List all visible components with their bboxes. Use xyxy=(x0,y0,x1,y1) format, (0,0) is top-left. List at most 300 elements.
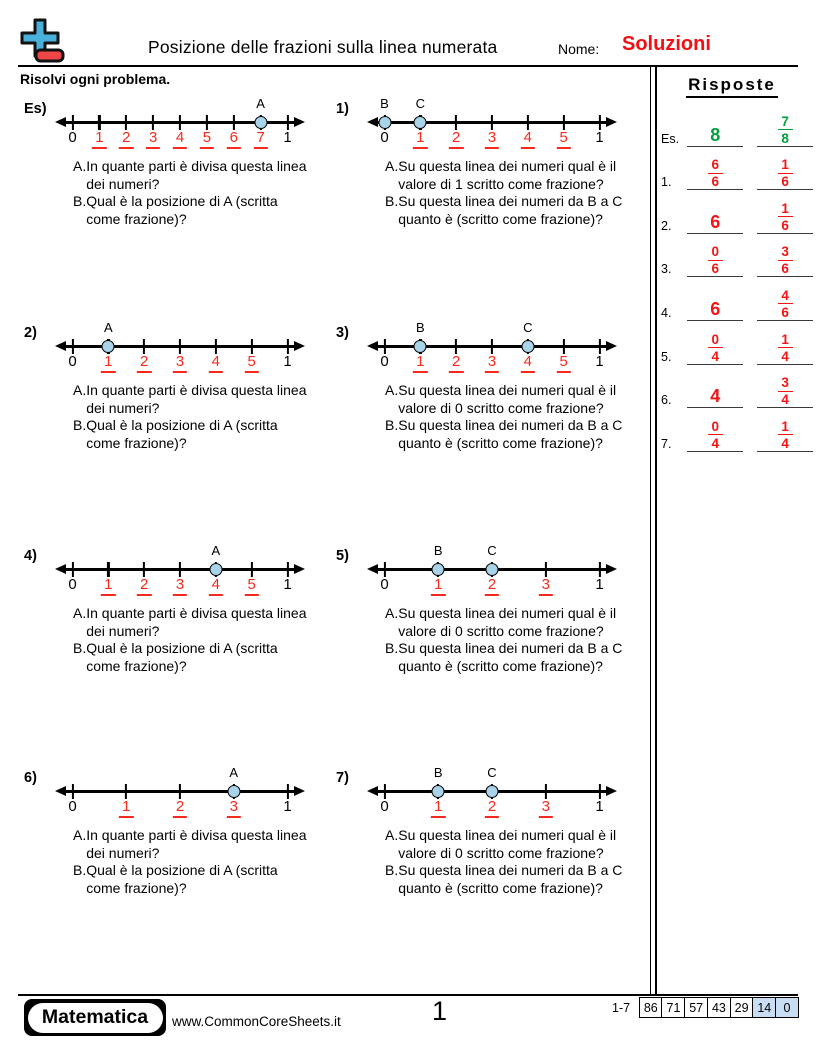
tick-mark xyxy=(383,339,385,355)
question-line: Su questa linea dei numeri qual è il xyxy=(398,605,617,621)
tick-label: 3 xyxy=(485,130,499,149)
tick-mark xyxy=(563,339,565,355)
answer-row xyxy=(661,234,813,278)
answer-blank xyxy=(687,158,743,190)
fraction-bar xyxy=(778,129,793,130)
tick-mark xyxy=(455,339,457,355)
question xyxy=(385,158,647,193)
answer-value: 4 xyxy=(710,386,721,407)
point-marker xyxy=(486,563,499,576)
question-text xyxy=(86,193,277,228)
tick-label: 1 xyxy=(595,798,604,815)
answer-fraction xyxy=(778,202,793,232)
problems-grid xyxy=(24,95,650,990)
tick-label: 4 xyxy=(521,354,535,373)
tick-label: 3 xyxy=(173,577,187,596)
answer-blank xyxy=(687,245,743,277)
score-cell: 57 xyxy=(684,997,708,1018)
answer-number-label: 7. xyxy=(661,436,672,451)
point-label: A xyxy=(103,320,113,335)
problem-questions xyxy=(73,382,335,452)
number-line xyxy=(367,319,617,377)
answers-panel xyxy=(650,67,813,994)
number-line xyxy=(55,764,305,822)
answer-fraction xyxy=(708,420,723,450)
name-label: Nome: xyxy=(558,41,600,57)
answer-blank xyxy=(687,213,743,234)
fraction-denominator: 6 xyxy=(781,174,789,190)
fraction-denominator: 6 xyxy=(781,304,789,320)
problem-questions xyxy=(385,827,647,897)
tick-mark xyxy=(563,115,565,131)
tick-mark xyxy=(251,339,253,355)
problem-block xyxy=(336,95,650,319)
problem-questions xyxy=(73,827,335,897)
question-line: valore di 0 scritto come frazione? xyxy=(398,844,604,861)
question xyxy=(385,862,647,897)
fraction-denominator: 4 xyxy=(711,435,720,451)
tick-mark xyxy=(491,115,493,131)
question xyxy=(385,417,647,452)
question xyxy=(385,193,647,228)
question-line: valore di 1 scritto come frazione? xyxy=(398,175,604,192)
point-marker xyxy=(378,116,391,129)
tick-mark xyxy=(383,784,385,800)
question-text xyxy=(398,417,622,452)
answer-fraction xyxy=(778,333,793,363)
point-marker xyxy=(102,340,115,353)
brand-name: Matematica xyxy=(28,1003,163,1033)
tick-label: 0 xyxy=(380,353,389,370)
question-letter: A. xyxy=(385,382,399,398)
fraction-numerator: 1 xyxy=(781,157,789,173)
answer-value: 6 xyxy=(710,298,721,319)
question-line: dei numeri? xyxy=(86,175,160,192)
question-line: Qual è la posizione di A (scritta xyxy=(86,193,278,210)
tick-label: 2 xyxy=(173,799,187,818)
problem-block xyxy=(336,764,650,990)
plus-minus-logo-icon xyxy=(16,16,66,66)
question-letter: B. xyxy=(73,640,87,657)
problem-number-label: 3) xyxy=(336,325,349,341)
fraction-numerator: 0 xyxy=(711,418,720,434)
tick-label: 1 xyxy=(413,130,427,149)
fraction-denominator: 4 xyxy=(781,348,789,364)
tick-label: 1 xyxy=(283,576,292,593)
tick-mark xyxy=(143,562,145,578)
tick-label: 0 xyxy=(68,798,77,815)
tick-label: 1 xyxy=(413,354,427,373)
tick-label: 4 xyxy=(521,130,535,149)
tick-mark xyxy=(152,115,154,131)
question-line: quanto è (scritto come frazione)? xyxy=(398,210,603,227)
point-label: C xyxy=(415,96,426,111)
tick-label: 3 xyxy=(173,354,187,373)
question-text xyxy=(86,827,306,862)
question-line: come frazione)? xyxy=(86,657,187,674)
fraction-denominator: 6 xyxy=(711,174,720,190)
problem-number-label: 6) xyxy=(24,770,37,786)
problem-questions xyxy=(73,158,335,228)
tick-mark xyxy=(179,115,181,131)
question-letter: B. xyxy=(385,862,399,879)
question-letter: A. xyxy=(73,158,87,174)
point-label: A xyxy=(256,96,265,111)
tick-label: 6 xyxy=(227,130,241,149)
answer-blank xyxy=(757,202,813,234)
tick-mark xyxy=(527,115,529,131)
tick-mark xyxy=(545,562,547,578)
fraction-numerator: 1 xyxy=(781,200,789,216)
fraction-numerator: 0 xyxy=(711,331,720,347)
point-label: A xyxy=(211,543,221,558)
problem-number-label: 2) xyxy=(24,325,37,341)
number-line xyxy=(367,95,617,153)
problem-block xyxy=(24,95,336,319)
footer-divider xyxy=(18,994,798,996)
tick-mark xyxy=(455,115,457,131)
problem-number-label: 5) xyxy=(336,548,349,564)
tick-label: 0 xyxy=(68,129,77,146)
question xyxy=(385,605,647,640)
problem-number-label: 4) xyxy=(24,548,37,564)
fraction-denominator: 4 xyxy=(781,435,789,451)
fraction-bar xyxy=(778,347,793,348)
number-line xyxy=(55,319,305,377)
fraction-numerator: 6 xyxy=(711,157,720,173)
fraction-numerator: 3 xyxy=(781,244,789,260)
answer-number-label: Es. xyxy=(661,131,680,146)
point-marker xyxy=(432,785,445,798)
question-line: Qual è la posizione di A (scritta xyxy=(86,862,278,879)
question-line: come frazione)? xyxy=(86,434,187,451)
tick-label: 1 xyxy=(283,798,292,815)
answer-row xyxy=(661,321,813,365)
number-line xyxy=(55,542,305,600)
score-cell: 86 xyxy=(639,997,663,1018)
tick-label: 1 xyxy=(92,130,106,149)
tick-mark xyxy=(71,562,73,578)
question-letter: A. xyxy=(385,827,399,843)
answers-heading: Risposte xyxy=(686,75,778,98)
question xyxy=(73,605,335,640)
fraction-numerator: 4 xyxy=(781,287,789,303)
question-text xyxy=(398,605,616,640)
arrow-right-icon xyxy=(294,341,305,351)
question-letter: A. xyxy=(385,158,399,174)
question-letter: A. xyxy=(73,382,87,398)
answer-number-label: 3. xyxy=(661,262,672,277)
panel-double-rule xyxy=(655,67,657,994)
question-letter: B. xyxy=(73,862,87,879)
tick-label: 1 xyxy=(101,354,115,373)
problem-questions xyxy=(73,605,335,675)
answer-fraction xyxy=(778,115,793,145)
answer-fraction xyxy=(708,158,723,188)
tick-label: 3 xyxy=(146,130,160,149)
tick-label: 3 xyxy=(227,799,241,818)
score-cell: 14 xyxy=(752,997,776,1018)
score-range-label: 1-7 xyxy=(612,1000,631,1015)
answer-blank xyxy=(757,333,813,365)
question-letter: B. xyxy=(73,193,87,210)
question-line: Su questa linea dei numeri qual è il xyxy=(398,158,617,174)
answer-fraction xyxy=(778,420,793,450)
fraction-denominator: 4 xyxy=(781,392,789,408)
tick-mark xyxy=(286,115,288,131)
question xyxy=(73,827,335,862)
tick-label: 5 xyxy=(244,577,258,596)
question-line: Su questa linea dei numeri da B a C xyxy=(398,193,623,210)
answer-number-label: 4. xyxy=(661,305,672,320)
point-label: C xyxy=(487,543,497,558)
question-text xyxy=(86,417,277,452)
question xyxy=(73,640,335,675)
question-line: Qual è la posizione di A (scritta xyxy=(86,640,278,657)
tick-label: 5 xyxy=(556,130,570,149)
tick-mark xyxy=(215,339,217,355)
fraction-numerator: 1 xyxy=(781,418,789,434)
tick-label: 1 xyxy=(119,799,133,818)
answer-fraction xyxy=(778,289,793,319)
point-label: B xyxy=(433,543,443,558)
tick-mark xyxy=(598,339,600,355)
tick-label: 2 xyxy=(449,130,463,149)
fraction-denominator: 6 xyxy=(781,261,789,277)
question xyxy=(73,417,335,452)
fraction-denominator: 4 xyxy=(711,348,720,364)
tick-label: 4 xyxy=(173,130,187,149)
question-line: dei numeri? xyxy=(86,844,160,861)
tick-mark xyxy=(206,115,208,131)
instruction-text: Risolvi ogni problema. xyxy=(20,71,171,87)
tick-label: 5 xyxy=(556,354,570,373)
question-text xyxy=(86,605,306,640)
tick-mark xyxy=(71,339,73,355)
tick-mark xyxy=(598,562,600,578)
score-cell: 43 xyxy=(707,997,731,1018)
answer-number-label: 6. xyxy=(661,393,672,408)
question-letter: B. xyxy=(385,417,399,434)
tick-mark xyxy=(179,339,181,355)
question-letter: A. xyxy=(73,827,87,843)
question-line: In quante parti è divisa questa linea xyxy=(86,605,307,621)
tick-label: 7 xyxy=(253,130,267,149)
question-text xyxy=(86,640,277,675)
answer-fraction xyxy=(708,333,723,363)
point-label: A xyxy=(229,765,239,780)
question-line: valore di 0 scritto come frazione? xyxy=(398,399,604,416)
point-label: B xyxy=(433,765,443,780)
tick-mark xyxy=(143,339,145,355)
answers-list xyxy=(661,103,813,452)
answer-fraction xyxy=(778,376,793,406)
question-text xyxy=(86,382,306,417)
tick-label: 1 xyxy=(101,577,115,596)
arrow-right-icon xyxy=(606,341,617,351)
page-number: 1 xyxy=(432,996,448,1026)
question-line: Su questa linea dei numeri qual è il xyxy=(398,827,617,843)
tick-label: 2 xyxy=(137,577,151,596)
tick-label: 1 xyxy=(431,799,445,818)
point-label: C xyxy=(487,765,497,780)
answer-value: 6 xyxy=(710,211,721,232)
question-text xyxy=(398,382,616,417)
answer-row xyxy=(661,190,813,234)
question-line: come frazione)? xyxy=(86,210,187,227)
name-value-solutions: Soluzioni xyxy=(622,33,711,55)
tick-mark xyxy=(286,562,288,578)
question-line: In quante parti è divisa questa linea xyxy=(86,382,307,398)
answer-blank xyxy=(757,420,813,452)
question xyxy=(73,862,335,897)
number-line xyxy=(367,764,617,822)
arrow-right-icon xyxy=(606,564,617,574)
question-line: Su questa linea dei numeri da B a C xyxy=(398,640,623,657)
tick-label: 0 xyxy=(380,576,389,593)
answer-row xyxy=(661,408,813,452)
problem-number-label: Es) xyxy=(24,101,47,117)
tick-label: 0 xyxy=(380,798,389,815)
point-marker xyxy=(414,340,427,353)
score-cell: 0 xyxy=(775,997,799,1018)
problem-block xyxy=(336,542,650,764)
fraction-numerator: 0 xyxy=(711,244,720,260)
score-cell: 71 xyxy=(661,997,685,1018)
tick-mark xyxy=(179,562,181,578)
answer-fraction xyxy=(778,245,793,275)
point-marker xyxy=(414,116,427,129)
question-line: Su questa linea dei numeri da B a C xyxy=(398,417,623,434)
fraction-numerator: 7 xyxy=(781,113,789,129)
tick-label: 3 xyxy=(539,577,553,596)
question-text xyxy=(398,862,622,897)
point-marker xyxy=(209,563,222,576)
tick-label: 1 xyxy=(431,577,445,596)
question xyxy=(385,382,647,417)
problem-block xyxy=(24,764,336,990)
tick-mark xyxy=(598,784,600,800)
question-text xyxy=(398,640,622,675)
page-title: Posizione delle frazioni sulla linea numerata xyxy=(148,37,498,57)
answer-number-label: 5. xyxy=(661,349,672,364)
tick-mark xyxy=(71,115,73,131)
answer-blank xyxy=(757,158,813,190)
question-text xyxy=(398,193,622,228)
point-label: C xyxy=(523,320,533,335)
tick-mark xyxy=(545,784,547,800)
fraction-numerator: 1 xyxy=(781,331,789,347)
point-marker xyxy=(432,563,445,576)
score-bar xyxy=(612,997,799,1018)
answer-row xyxy=(661,277,813,321)
question-letter: A. xyxy=(73,605,87,621)
answer-blank xyxy=(757,376,813,408)
arrow-right-icon xyxy=(294,564,305,574)
tick-mark xyxy=(125,115,127,131)
fraction-bar xyxy=(708,347,723,348)
problem-questions xyxy=(385,605,647,675)
problem-questions xyxy=(385,382,647,452)
tick-label: 2 xyxy=(137,354,151,373)
tick-mark xyxy=(107,562,109,578)
answer-value: 8 xyxy=(710,124,721,145)
arrow-right-icon xyxy=(294,786,305,796)
fraction-numerator: 3 xyxy=(781,375,789,391)
tick-label: 5 xyxy=(244,354,258,373)
number-line xyxy=(55,95,305,153)
point-label: B xyxy=(380,96,389,111)
question-line: dei numeri? xyxy=(86,622,160,639)
tick-mark xyxy=(286,339,288,355)
answer-fraction xyxy=(708,245,723,275)
footer-url: www.CommonCoreSheets.it xyxy=(172,1014,341,1029)
point-label: B xyxy=(415,320,425,335)
fraction-denominator: 8 xyxy=(781,130,789,146)
point-marker xyxy=(227,785,240,798)
answer-blank xyxy=(687,300,743,321)
answer-row xyxy=(661,147,813,191)
answer-blank xyxy=(687,126,743,147)
point-marker xyxy=(486,785,499,798)
answer-blank xyxy=(757,245,813,277)
answer-fraction xyxy=(778,158,793,188)
tick-label: 0 xyxy=(380,129,389,146)
question xyxy=(385,827,647,862)
score-cells xyxy=(640,997,799,1018)
tick-label: 1 xyxy=(283,353,292,370)
problem-number-label: 7) xyxy=(336,770,349,786)
answer-row xyxy=(661,103,813,147)
answer-blank xyxy=(687,333,743,365)
answer-blank xyxy=(757,289,813,321)
arrow-right-icon xyxy=(606,117,617,127)
question xyxy=(385,640,647,675)
problem-block xyxy=(24,542,336,764)
answer-row xyxy=(661,365,813,409)
question-line: quanto è (scritto come frazione)? xyxy=(398,434,603,451)
tick-label: 2 xyxy=(485,799,499,818)
tick-label: 0 xyxy=(68,353,77,370)
question-text xyxy=(398,827,616,862)
tick-label: 3 xyxy=(485,354,499,373)
question-line: Su questa linea dei numeri qual è il xyxy=(398,382,617,398)
answer-blank xyxy=(687,387,743,408)
fraction-denominator: 6 xyxy=(781,217,789,233)
tick-label: 4 xyxy=(209,577,223,596)
question-line: quanto è (scritto come frazione)? xyxy=(398,879,603,896)
point-marker xyxy=(521,340,534,353)
question-line: dei numeri? xyxy=(86,399,160,416)
question-line: come frazione)? xyxy=(86,879,187,896)
tick-mark xyxy=(125,784,127,800)
question-line: Su questa linea dei numeri da B a C xyxy=(398,862,623,879)
arrow-right-icon xyxy=(606,786,617,796)
tick-label: 1 xyxy=(283,129,292,146)
answer-blank xyxy=(687,420,743,452)
tick-label: 1 xyxy=(595,576,604,593)
answer-number-label: 2. xyxy=(661,218,672,233)
question-letter: A. xyxy=(385,605,399,621)
fraction-denominator: 6 xyxy=(711,261,720,277)
tick-mark xyxy=(179,784,181,800)
problem-block xyxy=(336,319,650,542)
tick-mark xyxy=(286,784,288,800)
tick-mark xyxy=(233,115,235,131)
question-line: quanto è (scritto come frazione)? xyxy=(398,657,603,674)
question-line: valore di 0 scritto come frazione? xyxy=(398,622,604,639)
question-text xyxy=(86,158,306,193)
